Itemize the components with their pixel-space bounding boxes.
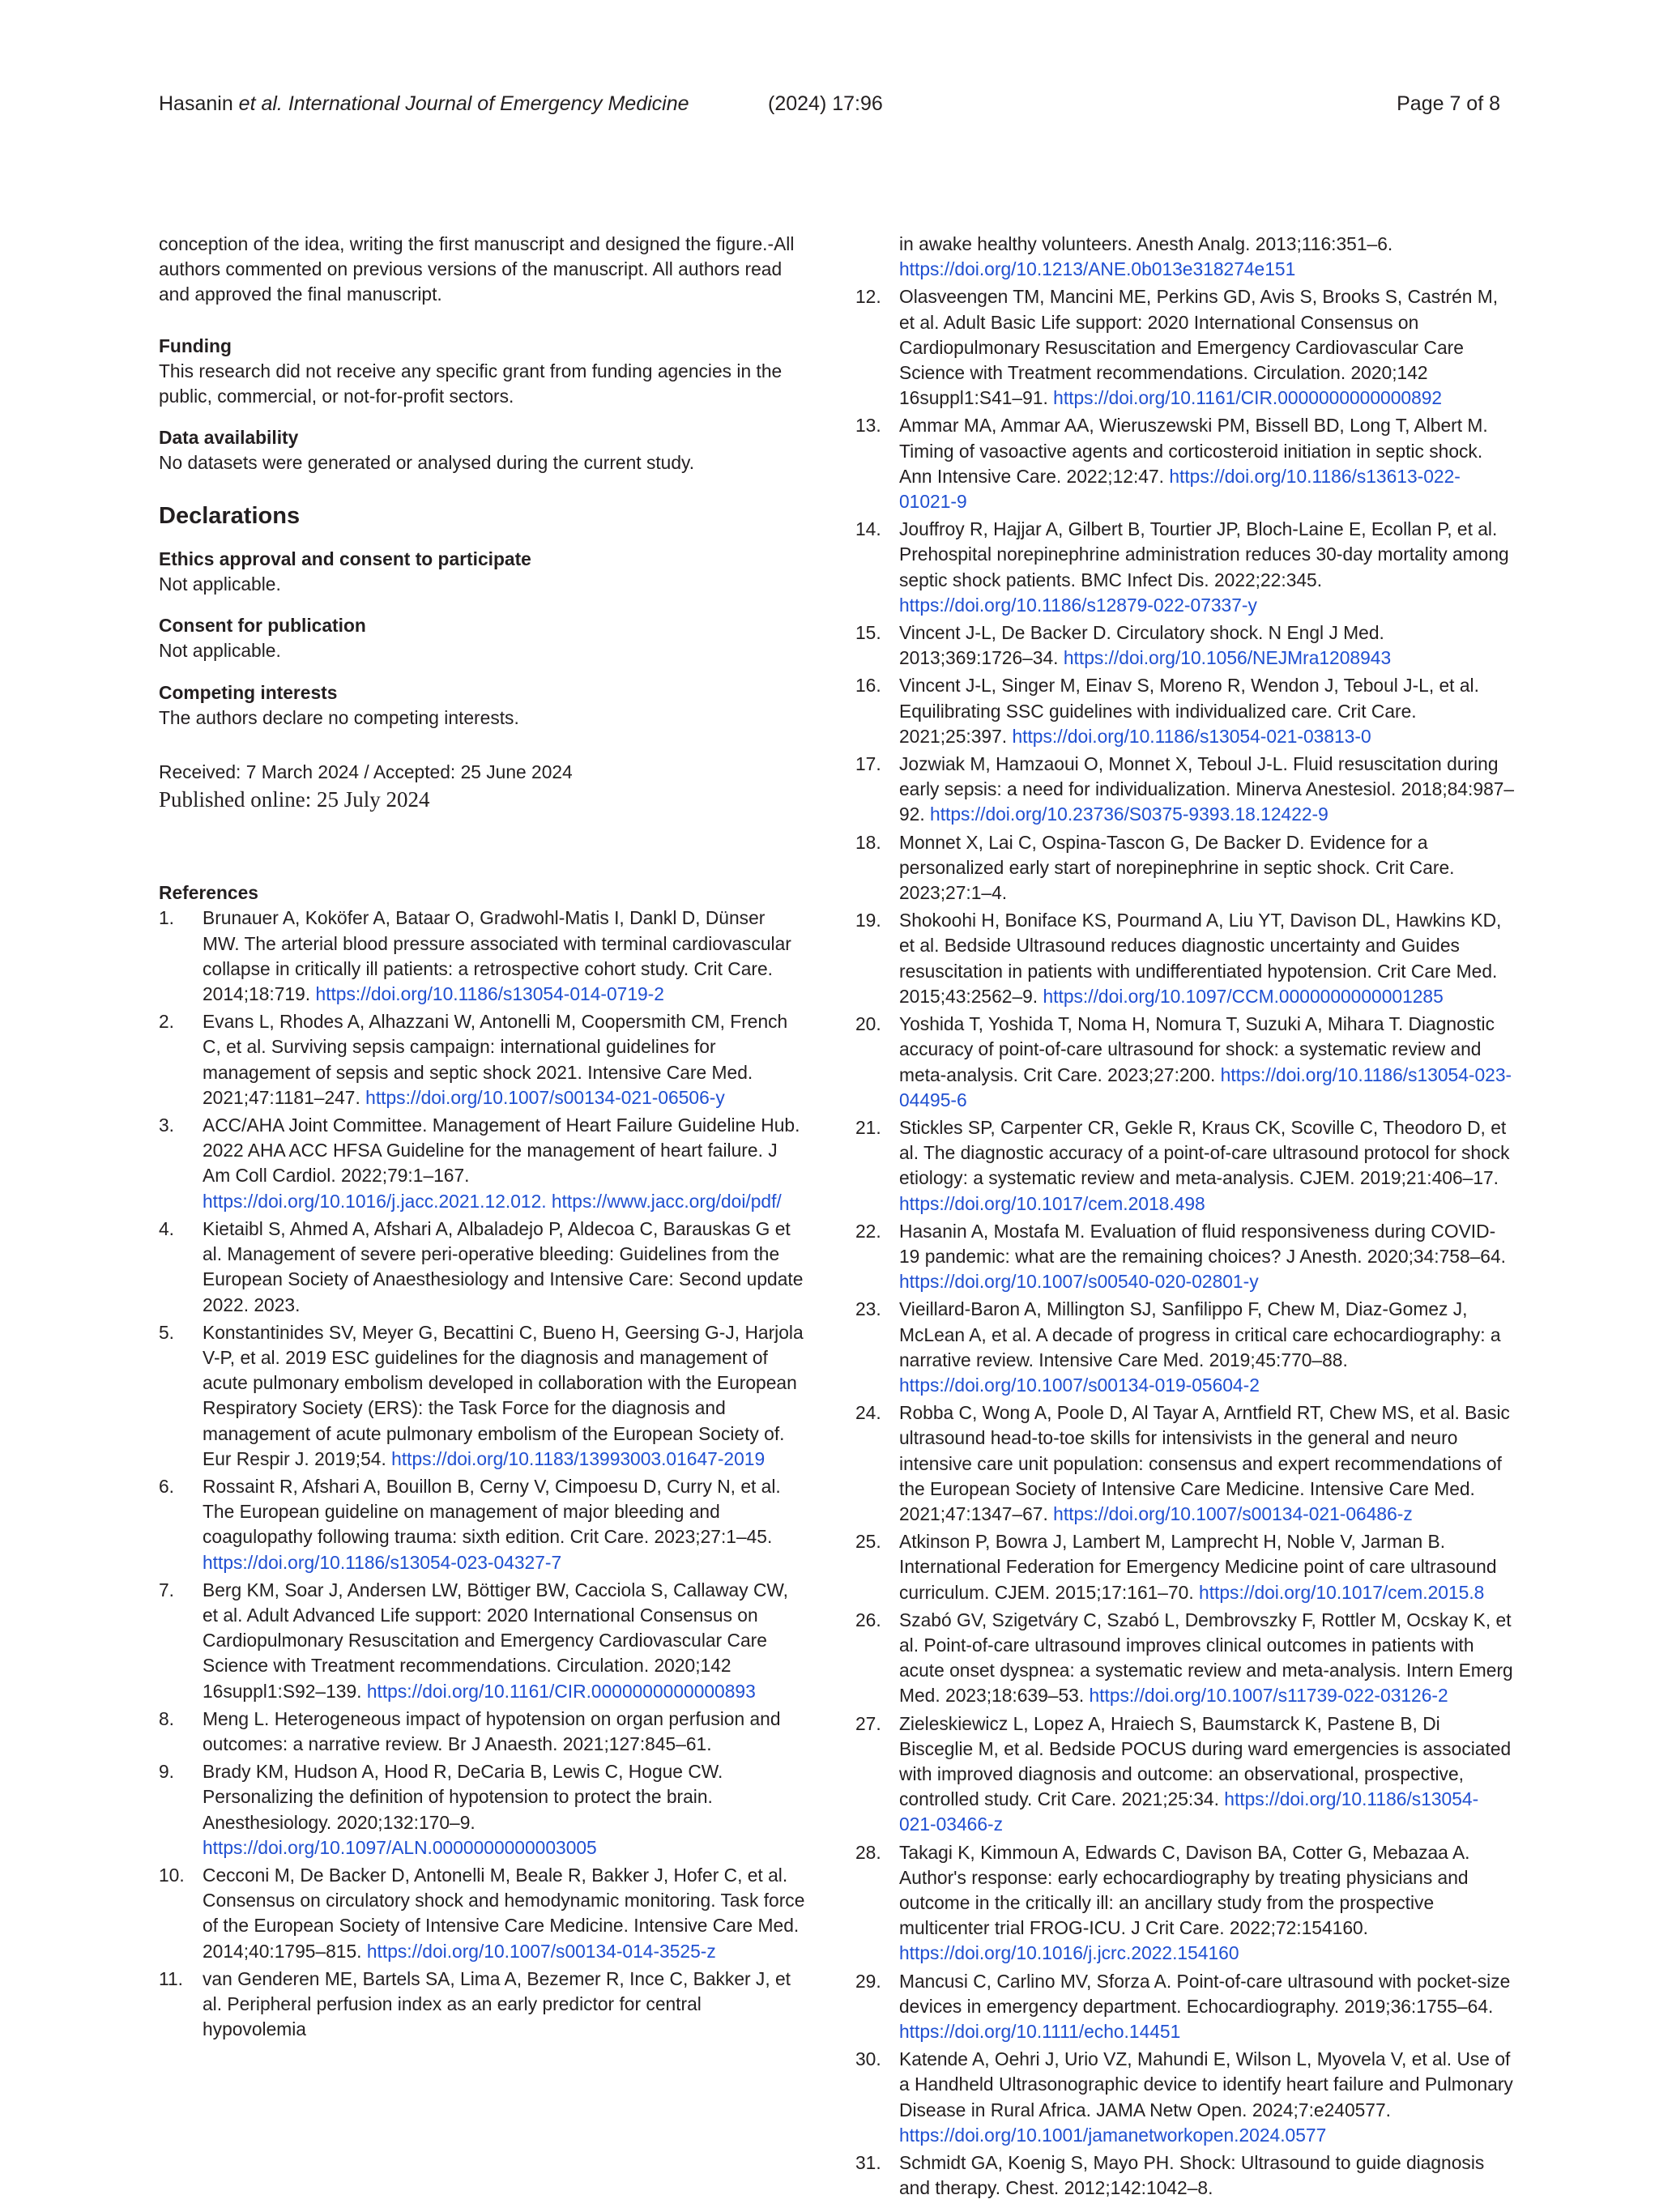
- reference-number: 13.: [855, 415, 881, 437]
- consent-text: Not applicable.: [159, 640, 281, 662]
- reference-doi-link[interactable]: https://doi.org/10.1186/s12879-022-07337-y: [899, 594, 1257, 616]
- reference-text: Ammar MA, Ammar AA, Wieruszewski PM, Bissell BD, Long T, Albert M. Timing of vasoactive agents and corticosteroid initiation in septic shock. Ann Intensive Care. 2022;12:47.: [899, 415, 1488, 487]
- reference-number: 16.: [855, 675, 881, 697]
- data-availability-section: [159, 425, 807, 475]
- reference-number: 3.: [159, 1115, 175, 1136]
- reference-item: [855, 908, 1515, 1009]
- consent-section: [159, 613, 807, 663]
- reference-number: 11.: [159, 1967, 183, 1989]
- reference-text: Kietaibl S, Ahmed A, Afshari A, Albaladejo P, Aldecoa C, Barauskas G et al. Management of severe peri-operative bleeding: Guidelines from the European Society of Anaesthesiology and Intensive Care: Second update 2022. 2023.: [203, 1217, 804, 1315]
- reference-text: Evans L, Rhodes A, Alhazzani W, Antonelli M, Coopersmith CM, French C, et al. Surviving sepsis campaign: international guidelines for management of sepsis and septic shock 2021. Intensive Care Med. 2021;47:1181–247.: [203, 1011, 788, 1108]
- reference-item: [159, 906, 807, 1007]
- reference-doi-link[interactable]: https://doi.org/10.1186/s13054-023-04495-6: [899, 1063, 1512, 1110]
- reference-number: 24.: [855, 1402, 881, 1424]
- reference-item: [855, 752, 1515, 828]
- ethics-text: Not applicable.: [159, 573, 281, 595]
- reference-item: [855, 1608, 1515, 1709]
- reference-doi-link[interactable]: https://doi.org/10.1007/s00134-021-06486-z: [1053, 1502, 1413, 1524]
- reference-item: [855, 1219, 1515, 1295]
- reference-number: 30.: [855, 2048, 881, 2070]
- reference-text: Schmidt GA, Koenig S, Mayo PH. Shock: Ultrasound to guide diagnosis and therapy. Chest. 2012;142:1042–8.: [899, 2152, 1485, 2199]
- reference-text: Berg KM, Soar J, Andersen LW, Böttiger BW, Cacciola S, Callaway CW, et al. Adult Advanced Life support: 2020 International Consensus on Cardiopulmonary Resuscitation and Emergency Cardiovascular Care Science with Treatment recommendations. Circulation. 2020;142 16suppl1:S92–139.: [203, 1579, 789, 1702]
- reference-item: [159, 1707, 807, 1757]
- ethics-heading: Ethics approval and consent to participate: [159, 548, 531, 569]
- reference-doi-link[interactable]: https://doi.org/10.1007/s00540-020-02801-y: [899, 1271, 1259, 1293]
- reference-item: [855, 1297, 1515, 1398]
- reference-number: 12.: [855, 286, 881, 308]
- reference-item: [855, 284, 1515, 411]
- reference-text: ACC/AHA Joint Committee. Management of Heart Failure Guideline Hub. 2022 AHA ACC HFSA Guideline for the management of heart failure. J Am Coll Cardiol. 2022;79:1–167.: [203, 1115, 800, 1187]
- competing-interests-text: The authors declare no competing interests.: [159, 706, 519, 728]
- reference-11-continuation: in awake healthy volunteers. Anesth Analg. 2013;116:351–6. https://doi.org/10.1213/ANE.0b013e318274e151: [899, 233, 1393, 280]
- reference-item: [159, 1967, 807, 2043]
- funding-section: [159, 334, 807, 410]
- reference-item: [855, 620, 1515, 671]
- reference-text: Zieleskiewicz L, Lopez A, Hraiech S, Baumstarck K, Pastene B, Di Bisceglie M, et al. Bedside POCUS during ward emergencies is associated with improved diagnosis and outcome: an observational, prospective, controlled study. Crit Care. 2021;25:34.: [899, 1712, 1512, 1810]
- reference-doi-link[interactable]: https://doi.org/10.1017/cem.2018.498: [899, 1192, 1205, 1214]
- reference-item: [159, 1009, 807, 1110]
- reference-doi-link[interactable]: https://doi.org/10.1097/ALN.0000000000003005: [203, 1836, 597, 1858]
- funding-heading: Funding: [159, 335, 232, 356]
- reference-doi-link[interactable]: https://doi.org/10.1186/s13054-021-03813-0: [1012, 725, 1371, 747]
- header-authors: Hasanin et al. International Journal of Emergency Medicine: [159, 92, 689, 115]
- reference-doi-link[interactable]: https://doi.org/10.1161/CIR.0000000000000892: [1053, 387, 1443, 409]
- reference-text: Jozwiak M, Hamzaoui O, Monnet X, Teboul J-L. Fluid resuscitation during early sepsis: a need for individualization. Minerva Anestesiol. 2018;84:987–92.: [899, 753, 1515, 825]
- reference-number: 23.: [855, 1298, 881, 1320]
- reference-number: 19.: [855, 910, 881, 931]
- reference-number: 10.: [159, 1864, 185, 1886]
- reference-doi-link[interactable]: https://doi.org/10.23736/S0375-9393.18.12422-9: [930, 803, 1328, 825]
- reference-doi-link[interactable]: https://doi.org/10.1007/s00134-021-06506-y: [365, 1086, 725, 1108]
- reference-text: Brady KM, Hudson A, Hood R, DeCaria B, Lewis C, Hogue CW. Personalizing the definition of hypotension to protect the brain. Anesthesiology. 2020;132:170–9.: [203, 1761, 723, 1833]
- reference-number: 27.: [855, 1712, 881, 1734]
- reference-text: Meng L. Heterogeneous impact of hypotension on organ perfusion and outcomes: a narrative review. Br J Anaesth. 2021;127:845–61.: [203, 1707, 781, 1754]
- references-heading: References: [159, 882, 258, 904]
- reference-text: Rossaint R, Afshari A, Bouillon B, Cerny V, Cimpoesu D, Curry N, et al. The European guideline on management of major bleeding and coagulopathy following trauma: sixth edition. Crit Care. 2023;27:1–45.: [203, 1475, 781, 1548]
- received-accepted-dates: Received: 7 March 2024 / Accepted: 25 June 2024: [159, 761, 573, 783]
- reference-doi-link[interactable]: https://doi.org/10.1097/CCM.0000000000001285: [1043, 985, 1444, 1007]
- reference-doi-link[interactable]: https://doi.org/10.1111/echo.14451: [899, 2021, 1181, 2043]
- reference-item: [855, 2047, 1515, 2148]
- data-availability-text: No datasets were generated or analysed during the current study.: [159, 452, 695, 474]
- reference-doi-link[interactable]: https://doi.org/10.1007/s00134-019-05604-2: [899, 1374, 1260, 1396]
- funding-text: This research did not receive any specific grant from funding agencies in the public, commercial, or not-for-profit sectors.: [159, 360, 783, 407]
- reference-number: 8.: [159, 1707, 175, 1729]
- reference-doi-link[interactable]: https://doi.org/10.1186/s13054-014-0719-2: [315, 983, 664, 1005]
- reference-text: Brunauer A, Koköfer A, Bataar O, Gradwohl-Matis I, Dankl D, Dünser MW. The arterial blood pressure associated with terminal cardiovascular collapse in critically ill patients: a retrospective cohort study. Crit Care. 2014;18:719.: [203, 907, 791, 1005]
- reference-text: Stickles SP, Carpenter CR, Gekle R, Kraus CK, Scoville C, Theodoro D, et al. The diagnostic accuracy of a point-of-care ultrasound protocol for shock etiology: a systematic review and meta-analysis. CJEM. 2019;21:406–17.: [899, 1116, 1510, 1189]
- reference-item: [855, 1115, 1515, 1217]
- reference-text: Vieillard-Baron A, Millington SJ, Sanfilippo F, Chew M, Diaz-Gomez J, McLean A, et al. A decade of progress in critical care echocardiography: a narrative review. Intensive Care Med. 2019;45:770–88.: [899, 1298, 1501, 1370]
- reference-number: 25.: [855, 1531, 881, 1553]
- reference-text: Konstantinides SV, Meyer G, Becattini C, Bueno H, Geersing G-J, Harjola V-P, et al. 2019 ESC guidelines for the diagnosis and management of acute pulmonary embolism developed in collaboration with the European Respiratory Society (ERS): the Task Force for the diagnosis and management of acute pulmonary embolism of the European Society of. Eur Respir J. 2019;54.: [203, 1321, 804, 1469]
- reference-doi-link[interactable]: https://doi.org/10.1016/j.jacc.2021.12.012. https://www.jacc.org/doi/pdf/: [203, 1190, 782, 1212]
- reference-text: Szabó GV, Szigetváry C, Szabó L, Dembrovszky F, Rottler M, Ocskay K, et al. Point-of-care ultrasound improves clinical outcomes in patients with acute onset dyspnea: a systematic review and meta-analysis. Intern Emerg Med. 2023;18:639–53.: [899, 1609, 1513, 1707]
- reference-item: [855, 673, 1515, 749]
- reference-item: [855, 1840, 1515, 1967]
- reference-text: Katende A, Oehri J, Urio VZ, Mahundi E, Wilson L, Myovela V, et al. Use of a Handheld Ultrasonographic device to identify heart failure and Pulmonary Disease in Rural Africa. JAMA Netw Open. 2024;7:e240577.: [899, 2048, 1513, 2120]
- reference-item: [855, 413, 1515, 514]
- reference-doi-link[interactable]: https://doi.org/10.1056/NEJMra1208943: [1063, 647, 1392, 669]
- reference-number: 5.: [159, 1321, 175, 1343]
- left-column: [159, 232, 807, 2044]
- header-page-number: Page 7 of 8: [1397, 92, 1500, 115]
- reference-number: 29.: [855, 1970, 881, 1992]
- declarations-heading: Declarations: [159, 502, 301, 529]
- reference-item: [855, 517, 1515, 618]
- reference-number: 17.: [855, 753, 881, 775]
- reference-item: [855, 2150, 1515, 2201]
- reference-text: Mancusi C, Carlino MV, Sforza A. Point-of-care ultrasound with pocket-size devices in emergency department. Echocardiography. 2019;36:1755–64.: [899, 1970, 1511, 2017]
- reference-item: [855, 1969, 1515, 2045]
- reference-number: 22.: [855, 1220, 881, 1242]
- data-availability-heading: Data availability: [159, 427, 299, 449]
- reference-number: 9.: [159, 1761, 175, 1783]
- reference-number: 15.: [855, 622, 881, 644]
- reference-doi-link[interactable]: https://doi.org/10.1186/s13613-022-01021-9: [899, 465, 1461, 513]
- reference-text: Takagi K, Kimmoun A, Edwards C, Davison BA, Cotter G, Mebazaa A. Author's response: early echocardiography by treating physicians and outcome in the critically ill: an ancillary study from the prospective multicenter trial FROG-ICU. J Crit Care. 2022;72:154160.: [899, 1841, 1470, 1939]
- reference-number: 28.: [855, 1841, 881, 1863]
- reference-item: [159, 1578, 807, 1704]
- reference-text: Jouffroy R, Hajjar A, Gilbert B, Tourtier JP, Bloch-Laine E, Ecollan P, et al. Prehospital norepinephrine administration reduces 30-day mortality among septic shock patients. BMC Infect Dis. 2022;22:345.: [899, 518, 1509, 590]
- reference-item: [855, 830, 1515, 906]
- published-online-date: Published online: 25 July 2024: [159, 787, 430, 812]
- reference-item: [159, 1113, 807, 1214]
- contributions-continuation: conception of the idea, writing the first manuscript and designed the figure.-All authors commented on previous versions of the manuscript. All authors read and approved the final manuscript.: [159, 233, 795, 305]
- reference-item: [159, 1759, 807, 1860]
- reference-text: van Genderen ME, Bartels SA, Lima A, Bezemer R, Ince C, Bakker J, et al. Peripheral perfusion index as an early predictor for central hypovolemia: [203, 1967, 791, 2040]
- reference-doi-link[interactable]: https://doi.org/10.1161/CIR.0000000000000893: [366, 1680, 756, 1702]
- reference-doi-link[interactable]: https://doi.org/10.1213/ANE.0b013e318274e151: [899, 258, 1296, 280]
- reference-number: 18.: [855, 831, 881, 853]
- reference-number: 7.: [159, 1579, 175, 1600]
- reference-number: 6.: [159, 1475, 175, 1497]
- reference-text: Cecconi M, De Backer D, Antonelli M, Beale R, Bakker J, Hofer C, et al. Consensus on circulatory shock and hemodynamic monitoring. Task force of the European Society of Intensive Care Medicine. Intensive Care Med. 2014;40:1795–815.: [203, 1864, 805, 1962]
- reference-number: 31.: [855, 2152, 881, 2174]
- running-header: [159, 92, 1500, 125]
- reference-item: [159, 1320, 807, 1472]
- reference-text: Yoshida T, Yoshida T, Noma H, Nomura T, Suzuki A, Mihara T. Diagnostic accuracy of point-of-care ultrasound for shock: a systematic review and meta-analysis. Crit Care. 2023;27:200.: [899, 1013, 1495, 1085]
- reference-item: [855, 1012, 1515, 1113]
- reference-text: Hasanin A, Mostafa M. Evaluation of fluid responsiveness during COVID-19 pandemic: what are the remaining choices? J Anesth. 2020;34:758–64.: [899, 1220, 1507, 1267]
- reference-text: Olasveengen TM, Mancini ME, Perkins GD, Avis S, Brooks S, Castrén M, et al. Adult Basic Life support: 2020 International Consensus on Cardiopulmonary Resuscitation and Emergency Cardiovascular Care Science with Treatment recommendations. Circulation. 2020;142 16suppl1:S41–91.: [899, 286, 1499, 409]
- reference-doi-link[interactable]: https://doi.org/10.1001/jamanetworkopen.2024.0577: [899, 2124, 1327, 2146]
- reference-number: 4.: [159, 1217, 175, 1239]
- reference-doi-link[interactable]: https://doi.org/10.1016/j.jcrc.2022.154160: [899, 1942, 1239, 1964]
- header-journal: et al. International Journal of Emergency Medicine: [238, 92, 689, 115]
- reference-item: [855, 1711, 1515, 1838]
- reference-number: 1.: [159, 907, 175, 929]
- reference-doi-link[interactable]: https://doi.org/10.1017/cem.2015.8: [1199, 1581, 1485, 1603]
- reference-text: Robba C, Wong A, Poole D, Al Tayar A, Arntfield RT, Chew MS, et al. Basic ultrasound head-to-toe skills for intensivists in the general and neuro intensive care unit population: consensus and expert recommendations of the European Society of Intensive Care Medicine. Intensive Care Med. 2021;47:1347–67.: [899, 1402, 1510, 1524]
- reference-list-left: [159, 906, 807, 2042]
- reference-number: 14.: [855, 518, 881, 540]
- reference-list-right: [855, 284, 1515, 2201]
- reference-doi-link[interactable]: https://doi.org/10.1183/13993003.01647-2019: [391, 1447, 766, 1469]
- reference-number: 20.: [855, 1013, 881, 1035]
- header-volume: (2024) 17:96: [768, 92, 883, 115]
- reference-text: Atkinson P, Bowra J, Lambert M, Lamprecht H, Noble V, Jarman B. International Federation for Emergency Medicine point of care ultrasound curriculum. CJEM. 2015;17:161–70.: [899, 1531, 1497, 1603]
- competing-interests-section: [159, 680, 807, 731]
- reference-doi-link[interactable]: https://doi.org/10.1186/s13054-021-03466-z: [899, 1788, 1479, 1835]
- reference-text: Vincent J-L, Singer M, Einav S, Moreno R, Wendon J, Teboul J-L, et al. Equilibrating SSC guidelines with individualized care. Crit Care. 2021;25:397.: [899, 675, 1479, 747]
- reference-doi-link[interactable]: https://doi.org/10.1186/s13054-023-04327-7: [203, 1551, 562, 1573]
- reference-text: Shokoohi H, Boniface KS, Pourmand A, Liu YT, Davison DL, Hawkins KD, et al. Bedside Ultrasound reduces diagnostic uncertainty and Guides resuscitation in patients with undifferentiated hypotension. Crit Care Med. 2015;43:2562–9.: [899, 910, 1502, 1007]
- competing-interests-heading: Competing interests: [159, 681, 338, 703]
- consent-heading: Consent for publication: [159, 615, 366, 637]
- right-column: [855, 232, 1515, 2203]
- reference-doi-link[interactable]: https://doi.org/10.1007/s00134-014-3525-z: [366, 1940, 716, 1962]
- reference-item: [855, 1400, 1515, 1527]
- reference-number: 26.: [855, 1609, 881, 1630]
- reference-item: [855, 1529, 1515, 1605]
- reference-text: Monnet X, Lai C, Ospina-Tascon G, De Backer D. Evidence for a personalized early start of norepinephrine in septic shock. Crit Care. 2023;27:1–4.: [899, 831, 1455, 904]
- reference-text: Vincent J-L, De Backer D. Circulatory shock. N Engl J Med. 2013;369:1726–34.: [899, 622, 1384, 669]
- reference-number: 21.: [855, 1116, 881, 1138]
- reference-item: [159, 1217, 807, 1318]
- reference-doi-link[interactable]: https://doi.org/10.1007/s11739-022-03126-2: [1089, 1685, 1448, 1707]
- reference-item: [159, 1863, 807, 1964]
- ethics-section: [159, 547, 807, 597]
- reference-number: 2.: [159, 1011, 175, 1033]
- reference-item: [159, 1474, 807, 1575]
